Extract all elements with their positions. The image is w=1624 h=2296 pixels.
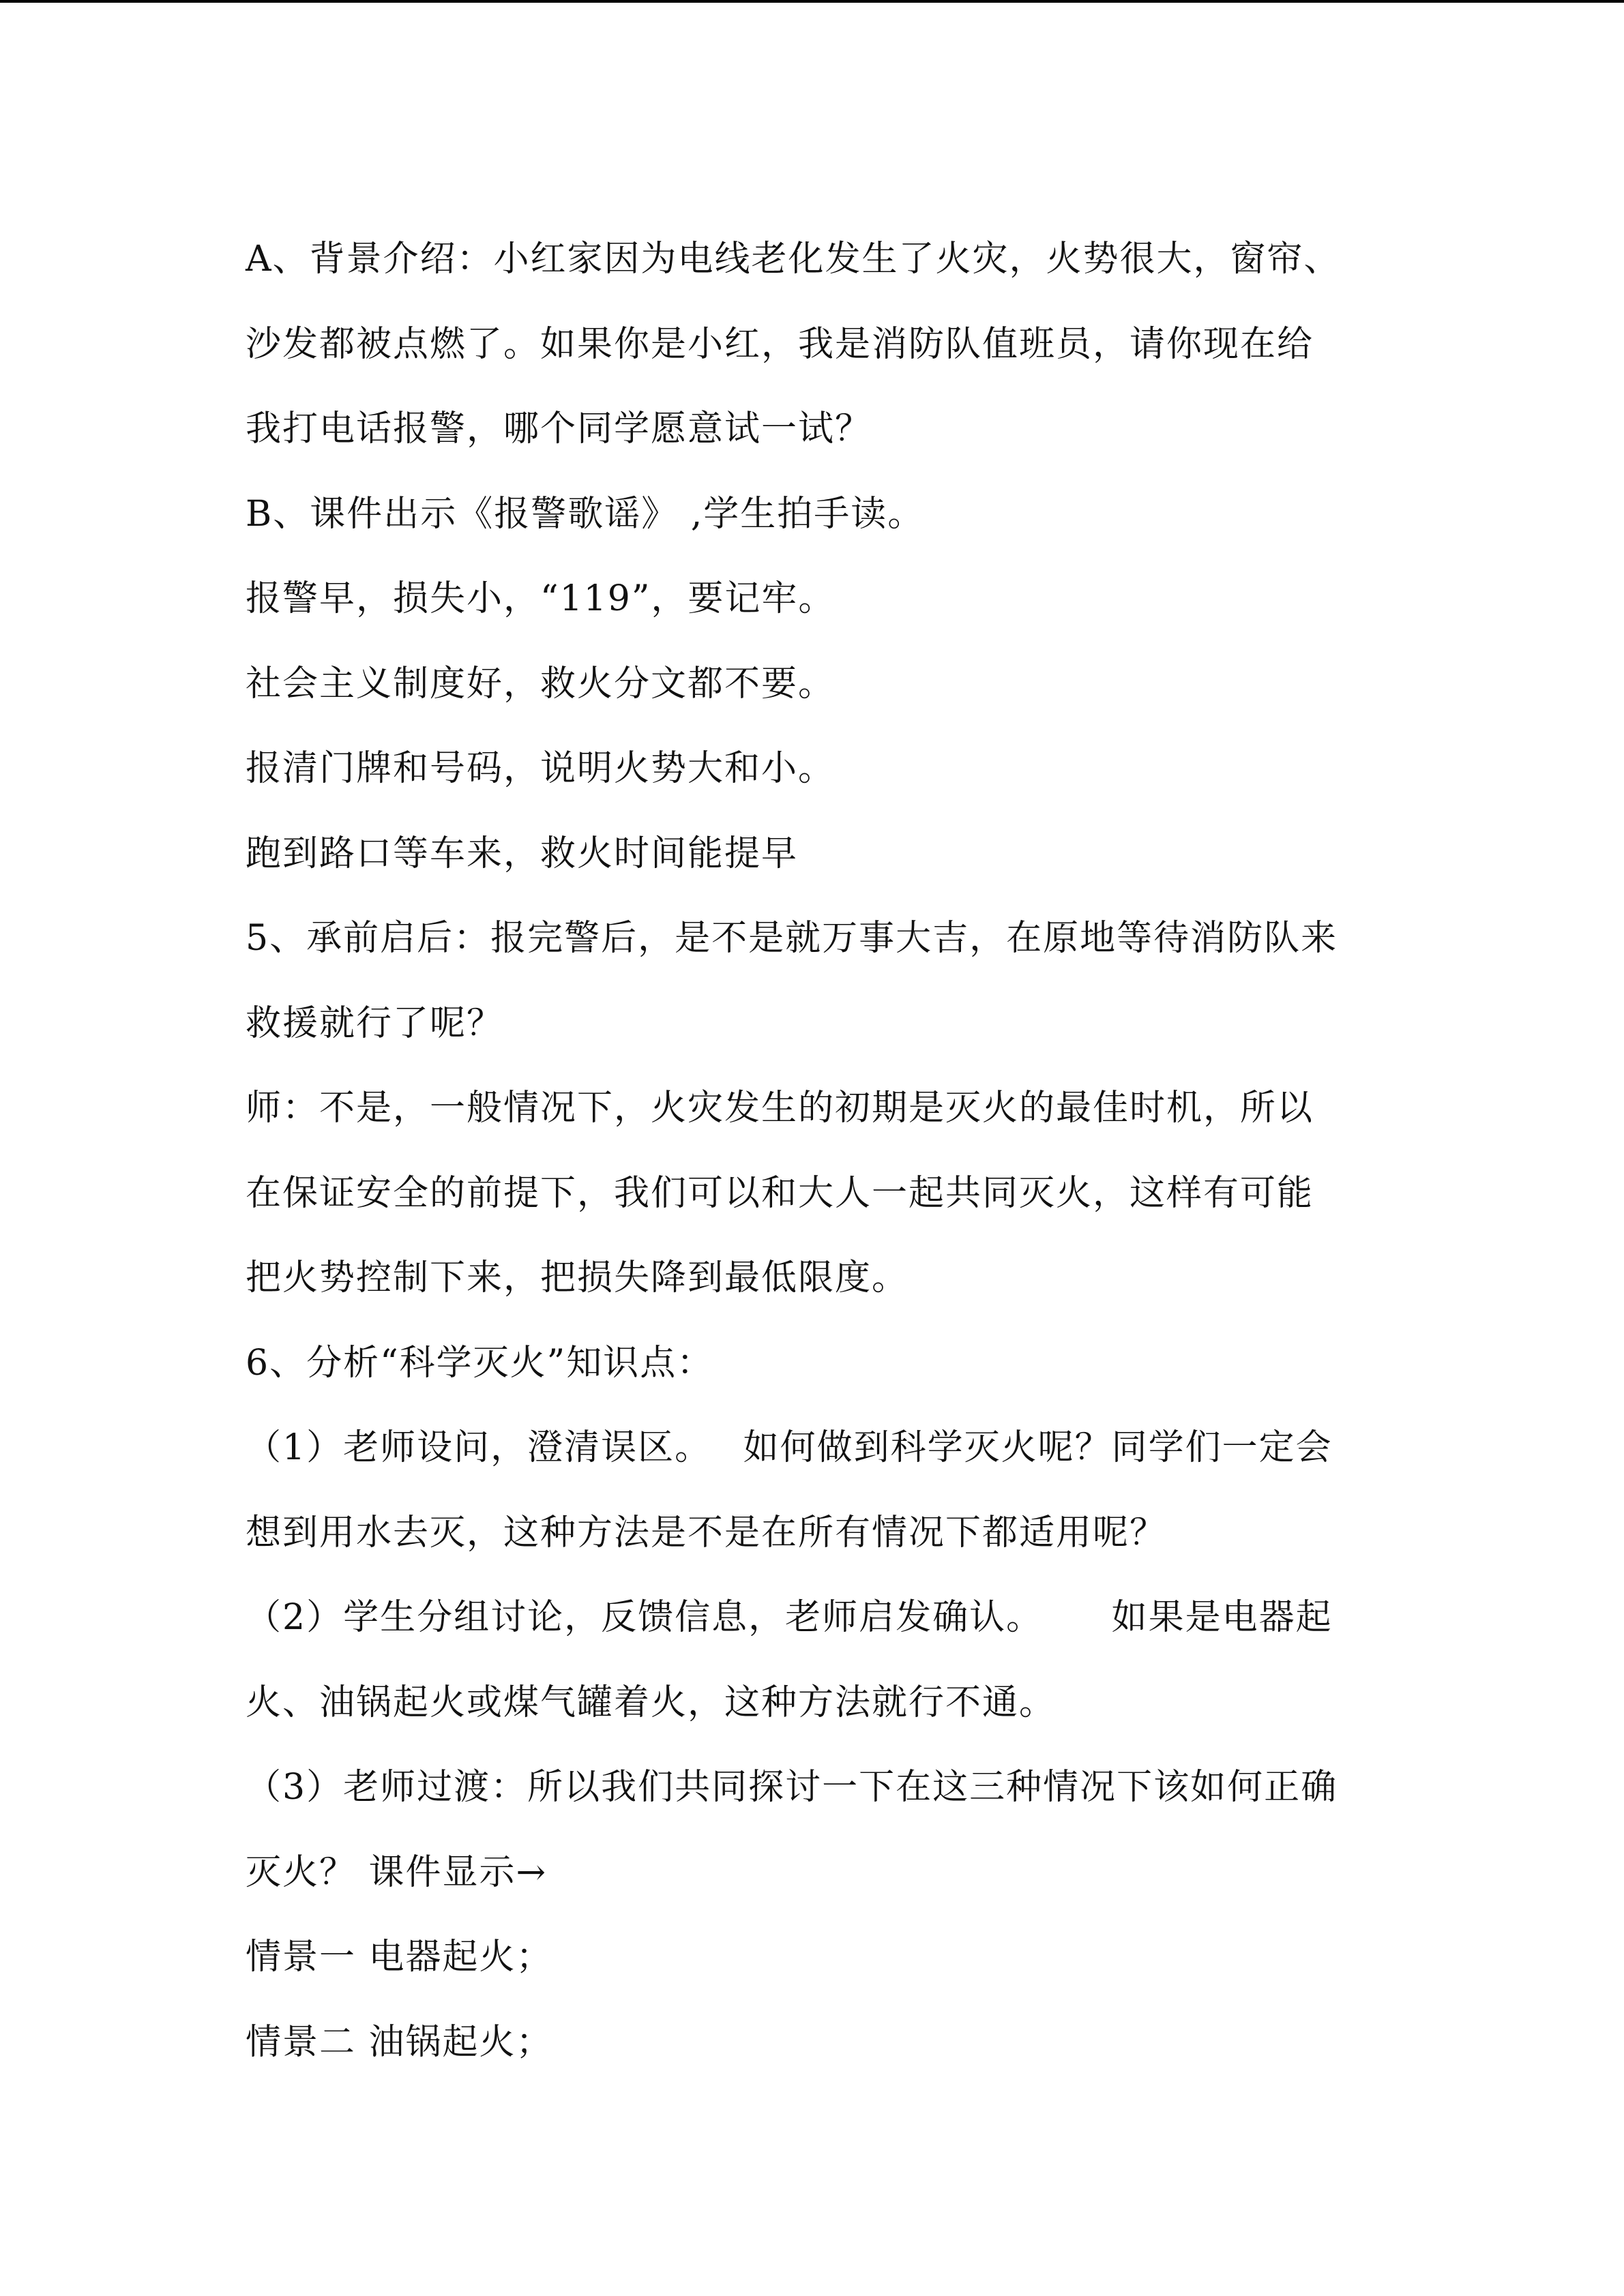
paragraph-line: 师：不是，一般情况下，火灾发生的初期是灭火的最佳时机，所以 <box>246 1088 1314 1129</box>
paragraph-line: 情景二 油锅起火； <box>246 2021 553 2063</box>
paragraph-line: 社会主义制度好，救火分文都不要。 <box>246 663 836 704</box>
paragraph-line: 火、油锅起火或煤气罐着火，这种方法就行不通。 <box>246 1682 1057 1723</box>
paragraph-line: A、背景介绍：小红家因为电线老化发生了火灾，火势很大，窗帘、 <box>246 239 1341 280</box>
paragraph-line: 灭火？ 课件显示→ <box>246 1851 548 1893</box>
paragraph-line: （3）老师过渡：所以我们共同探讨一下在这三种情况下该如何正确 <box>246 1767 1338 1808</box>
document-body <box>246 217 1391 2085</box>
paragraph-line: 情景一 电器起火； <box>246 1937 553 1978</box>
paragraph-line: （1）老师设问，澄清误区。 如何做到科学灭火呢？同学们一定会 <box>246 1427 1333 1468</box>
paragraph-line: 5、承前启后：报完警后，是不是就万事大吉，在原地等待消防队来 <box>246 918 1338 959</box>
paragraph-line: 在保证安全的前提下，我们可以和大人一起共同灭火，这样有可能 <box>246 1172 1314 1214</box>
paragraph-line: 救援就行了呢？ <box>246 1002 504 1044</box>
paragraph-line: 报警早，损失小，“119”，要记牢。 <box>246 578 836 619</box>
paragraph-line: B、课件出示《报警歌谣》 ,学生拍手读。 <box>246 493 925 535</box>
top-border-rule <box>0 0 1624 3</box>
paragraph-line: 报清门牌和号码，说明火势大和小。 <box>246 748 836 789</box>
paragraph-line: 沙发都被点燃了。如果你是小红，我是消防队值班员，请你现在给 <box>246 323 1314 365</box>
paragraph-line: 6、分析“科学灭火”知识点： <box>246 1342 714 1384</box>
paragraph-line: 跑到路口等车来，救火时间能提早 <box>246 833 799 874</box>
paragraph-line: （2）学生分组讨论，反馈信息，老师启发确认。 如果是电器起 <box>246 1597 1333 1638</box>
paragraph-line: 把火势控制下来，把损失降到最低限度。 <box>246 1257 909 1298</box>
paragraph-line: 想到用水去灭，这种方法是不是在所有情况下都适用呢？ <box>246 1512 1167 1553</box>
paragraph-line: 我打电话报警，哪个同学愿意试一试？ <box>246 408 872 449</box>
